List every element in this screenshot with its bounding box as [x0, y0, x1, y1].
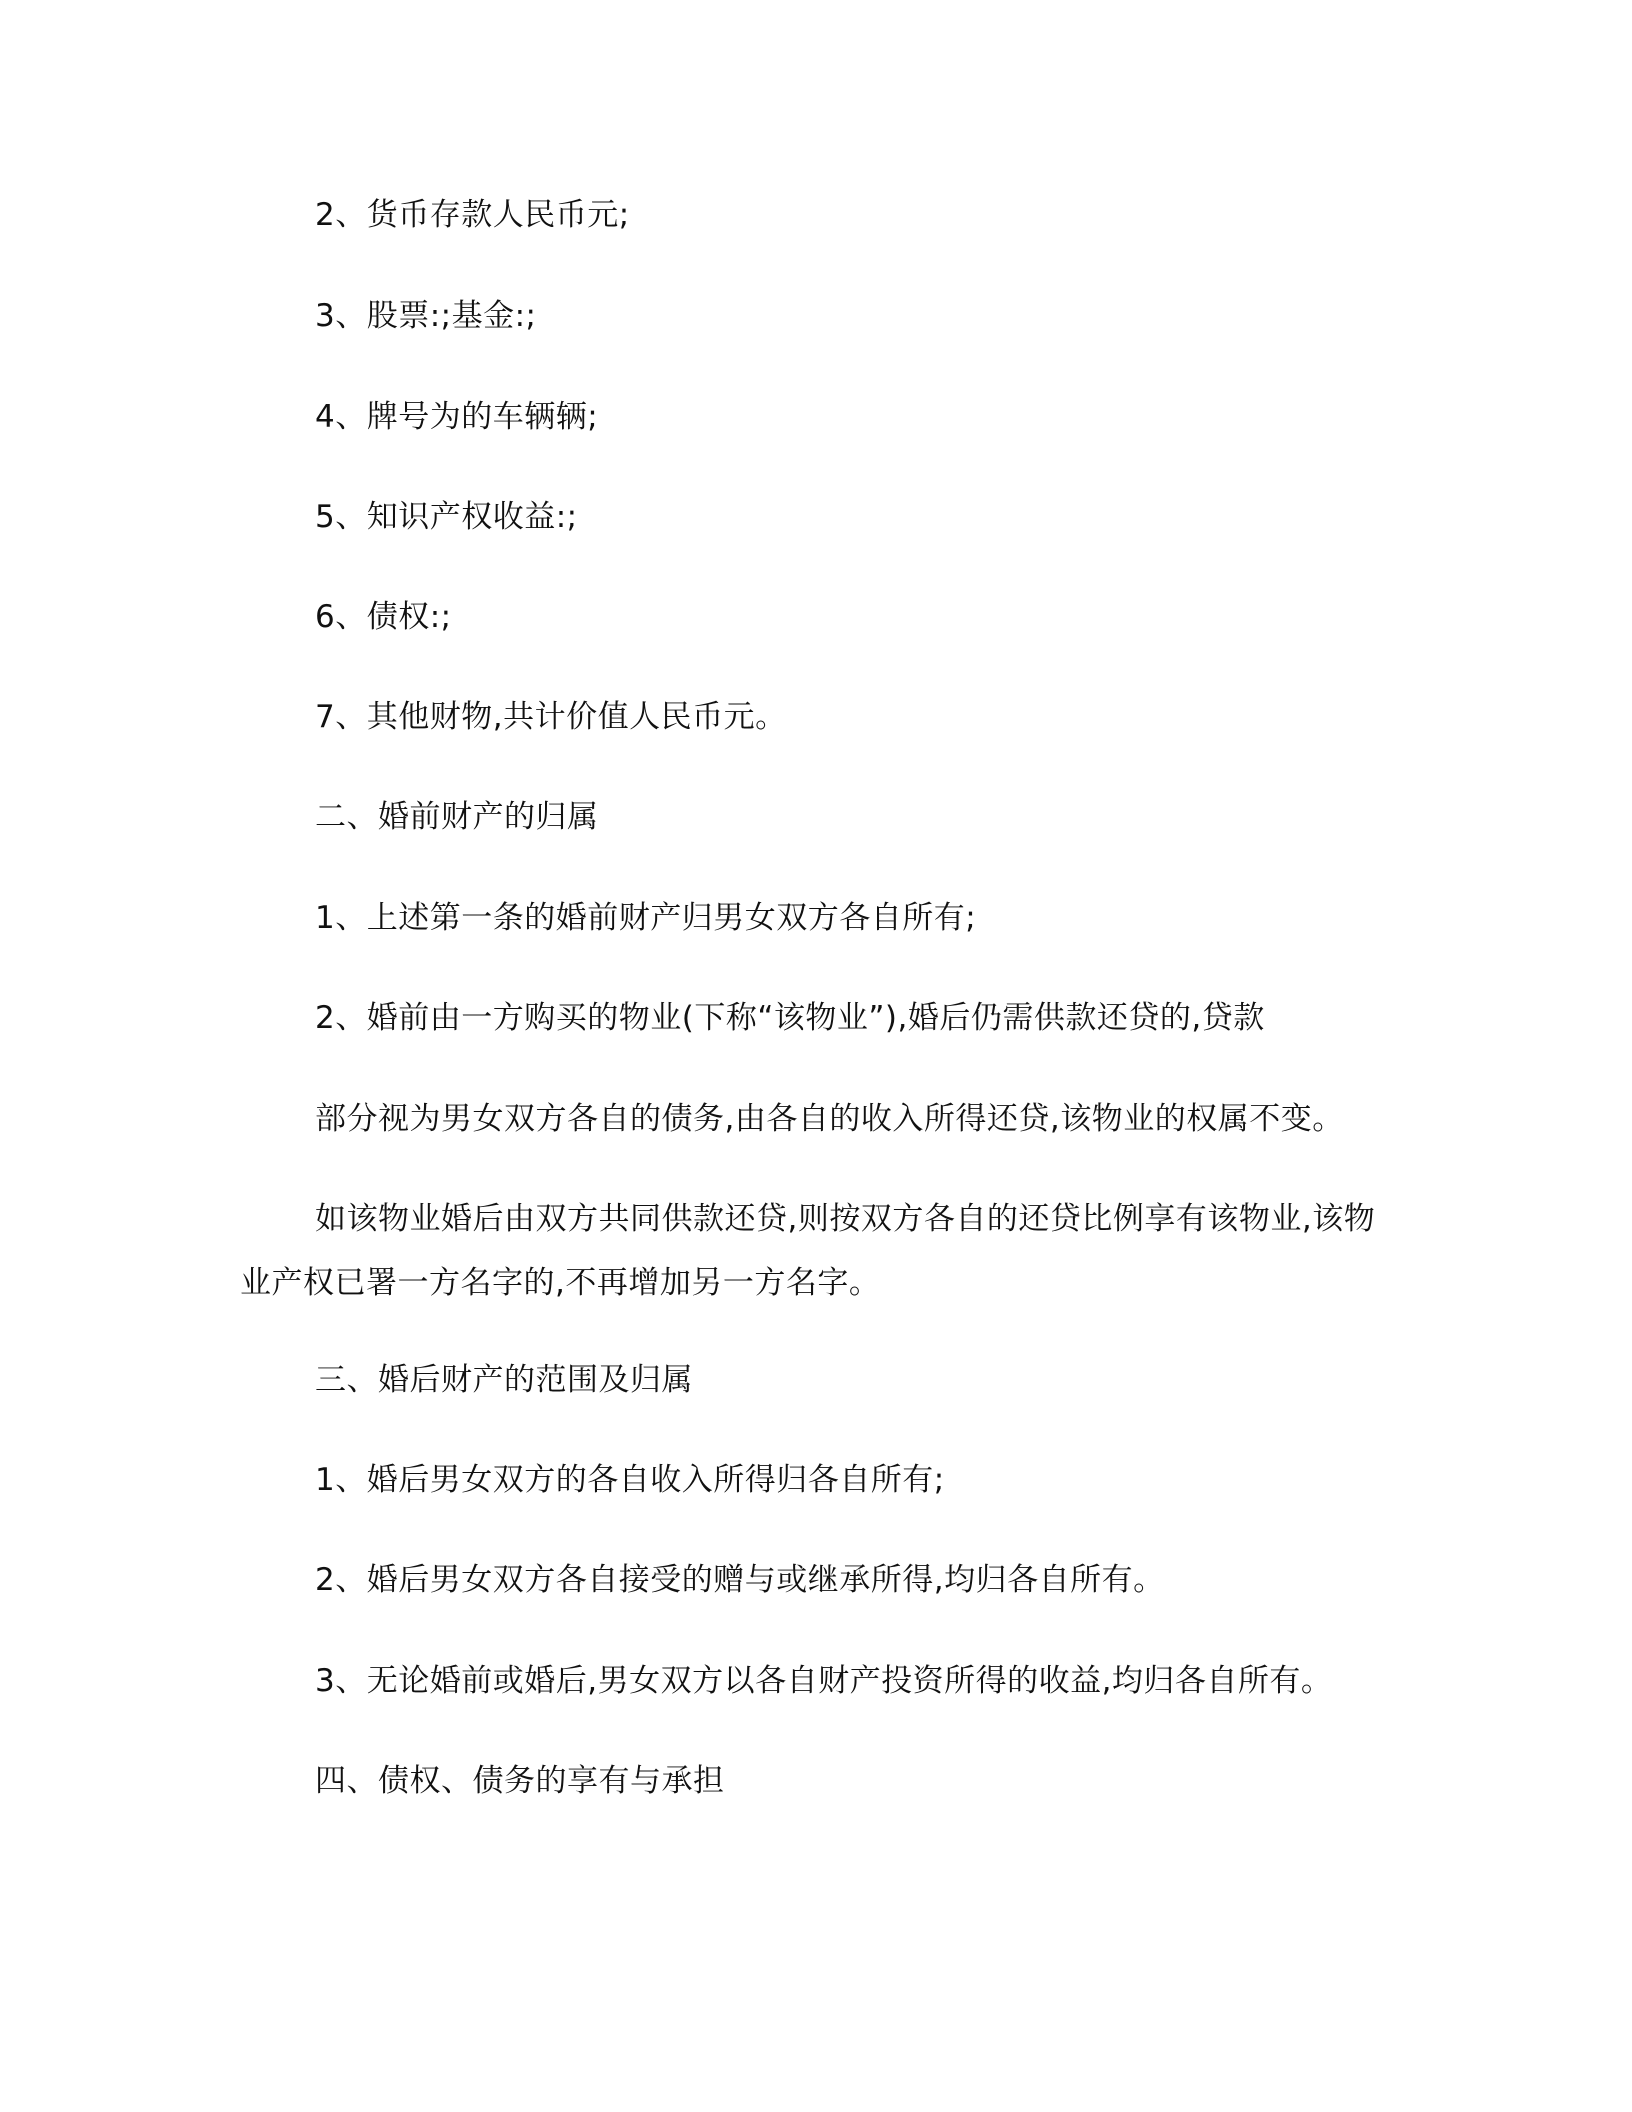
- clause-postmarital-2: 2、婚后男女双方各自接受的赠与或继承所得,均归各自所有。: [315, 1562, 1165, 1598]
- clause-premarital-2-cont: 部分视为男女双方各自的债务,由各自的收入所得还贷,该物业的权属不变。: [315, 1101, 1344, 1137]
- list-item-creditor-rights: 6、债权:;: [315, 599, 452, 635]
- list-item-vehicle: 4、牌号为的车辆辆;: [315, 399, 599, 435]
- list-item-stocks-funds: 3、股票:;基金:;: [315, 298, 537, 334]
- clause-premarital-1: 1、上述第一条的婚前财产归男女双方各自所有;: [315, 900, 977, 936]
- list-item-ip-income: 5、知识产权收益:;: [315, 499, 578, 535]
- list-item-other-property: 7、其他财物,共计价值人民币元。: [315, 699, 787, 735]
- list-item-currency-deposit: 2、货币存款人民币元;: [315, 197, 630, 233]
- clause-postmarital-1: 1、婚后男女双方的各自收入所得归各自所有;: [315, 1462, 945, 1498]
- section-heading-postmarital: 三、婚后财产的范围及归属: [315, 1362, 693, 1398]
- paragraph-joint-repayment-cont: 业产权已署一方名字的,不再增加另一方名字。: [240, 1265, 881, 1301]
- clause-postmarital-3: 3、无论婚前或婚后,男女双方以各自财产投资所得的收益,均归各自所有。: [315, 1663, 1333, 1699]
- paragraph-joint-repayment: 如该物业婚后由双方共同供款还贷,则按双方各自的还贷比例享有该物业,该物: [315, 1201, 1376, 1237]
- clause-premarital-2: 2、婚前由一方购买的物业(下称“该物业”),婚后仍需供款还贷的,贷款: [315, 1000, 1265, 1036]
- section-heading-debts: 四、债权、债务的享有与承担: [315, 1763, 725, 1799]
- section-heading-premarital: 二、婚前财产的归属: [315, 799, 599, 835]
